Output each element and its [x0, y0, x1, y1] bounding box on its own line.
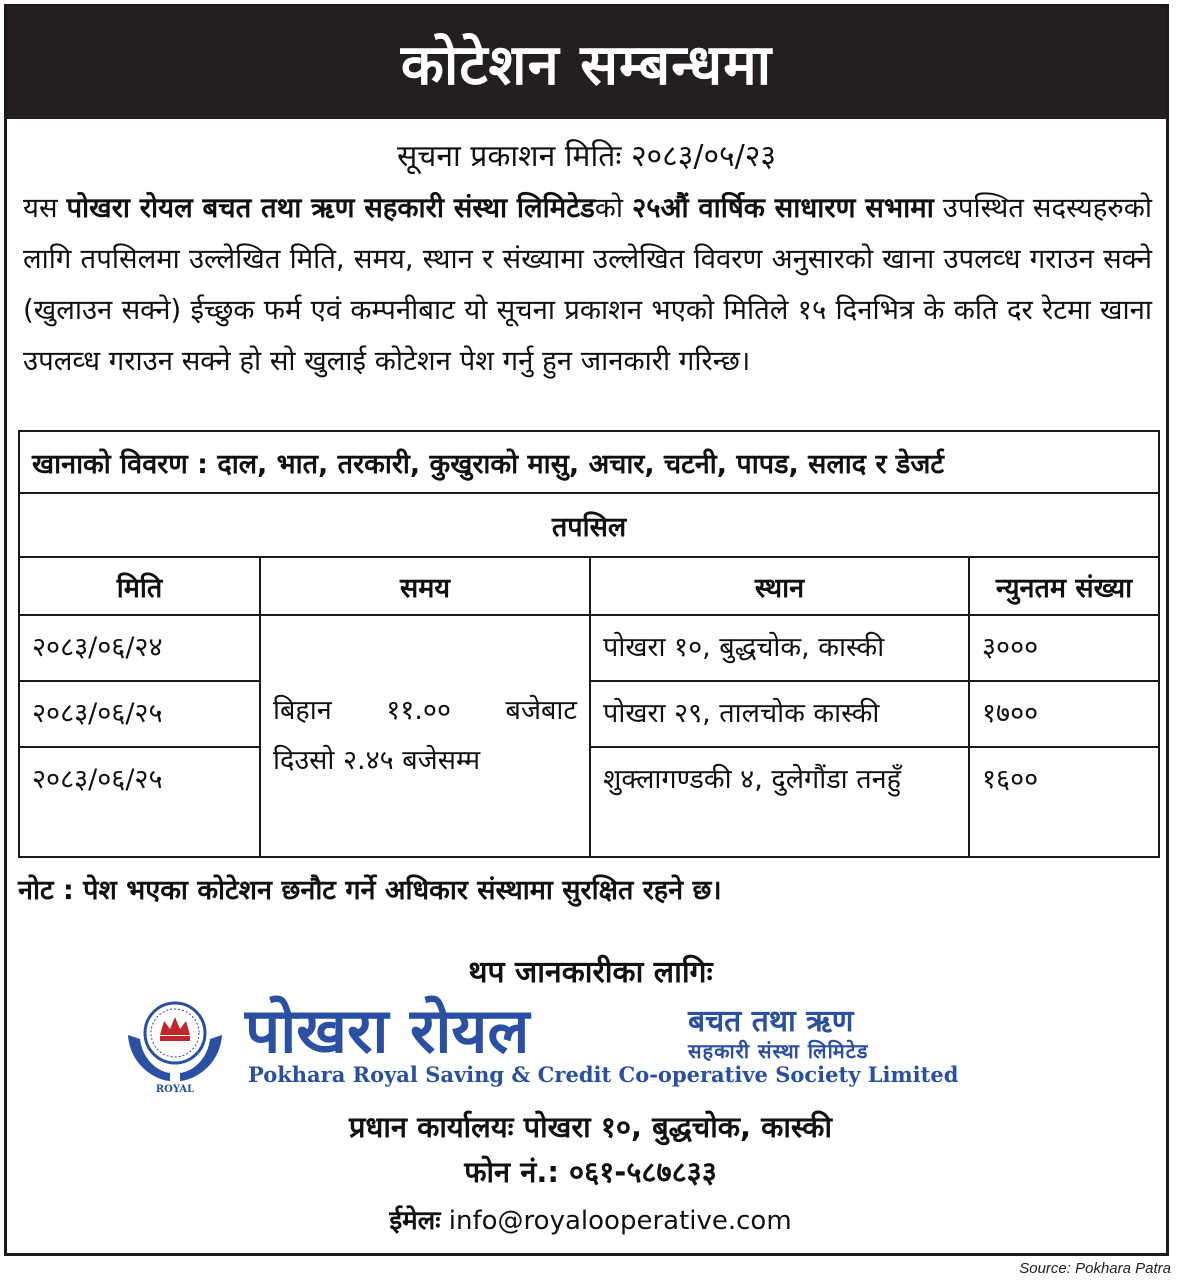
time-line-1: बिहान ११.०० बजेबाट [273, 695, 577, 726]
email-address[interactable]: info@royalooperative.com [448, 1206, 792, 1236]
col-header-count: न्युनतम संख्या [970, 558, 1158, 616]
col-header-place: स्थान [591, 558, 970, 616]
logo-sub-line-2: सहकारी संस्था लिमिटेड [688, 1039, 869, 1063]
notice-paragraph [23, 183, 1152, 387]
hands-crown-icon [120, 995, 230, 1095]
schedule-grid [20, 558, 1158, 856]
para-prefix: यस [23, 192, 67, 224]
row3-place: शुक्लागण्डकी ४, दुलेगौंडा तनहुँ [591, 748, 970, 856]
time-line-2: दिउसो २.४५ बजेसम्म [273, 745, 481, 776]
row2-date: २०८३/०६/२५ [20, 682, 261, 748]
row3-count: १६०० [982, 764, 1039, 795]
schedule-table [18, 430, 1160, 858]
email-label: ईमेलः [389, 1206, 441, 1236]
source-credit: Source: Pokhara Patra [1019, 1260, 1171, 1277]
more-info-heading: थप जानकारीका लागिः [468, 955, 713, 990]
emblem-text: ROYAL [155, 1084, 195, 1095]
notice-title: कोटेशन सम्बन्धमा [400, 33, 773, 98]
row1-place: पोखरा १०, बुद्धचोक, कास्की [591, 616, 970, 682]
col-header-time: समय [261, 558, 591, 616]
tapsil-title: तपसिल [20, 494, 1158, 558]
note-text: नोट : पेश भएका कोटेशन छनौट गर्ने अधिकार संस्थामा सुरक्षित रहने छ। [18, 875, 722, 906]
publication-date: सूचना प्रकाशन मितिः २०८३/०५/२३ [397, 139, 776, 174]
head-office: प्रधान कार्यालयः पोखरा १०, बुद्धचोक, कास्की [349, 1110, 832, 1144]
food-details: खानाको विवरण : दाल, भात, तरकारी, कुखुराको मासु, अचार, चटनी, पापड, सलाद र डेजर्ट [20, 432, 1158, 494]
notice-header [7, 7, 1166, 119]
row2-count: १७०० [970, 682, 1158, 748]
para-mid: को [594, 192, 632, 224]
agm-bold: २५औं वार्षिक साधारण सभामा [631, 192, 934, 224]
time-cell [261, 616, 591, 856]
col-header-date: मिति [20, 558, 261, 616]
row2-place: पोखरा २९, तालचोक कास्की [591, 682, 970, 748]
org-name-bold: पोखरा रोयल बचत तथा ऋण सहकारी संस्था लिमिटेड [66, 192, 595, 224]
row3-date: २०८३/०६/२५ [20, 748, 261, 856]
phone-number: फोन नं.: ०६१-५८७८३३ [464, 1155, 717, 1189]
para-rest: उपस्थित सदस्यहरुको लागि तपसिलमा उल्लेखित मिति, समय, स्थान र संख्यामा उल्लेखित विवरण अनुसारको खाना उपलव्ध गराउन सक्ने (खुलाउन सक्ने) ईच्छुक फर्म एवं कम्पनीबाट यो सूचना प्रकाशन भएको मितिले १५ दिनभित्र के कति दर रेटमा खाना उपलव्ध गराउन सक्ने हो सो खुलाई कोटेशन पेश गर्नु हुन जानकारी गरिन्छ। [23, 192, 1152, 377]
org-english-name: Pokhara Royal Saving & Credit Co-operative Society Limited [248, 1062, 959, 1087]
logo-main-text: पोखरा रोयल [245, 994, 530, 1067]
logo-sub-line-1: बचत तथा ऋण [688, 1004, 854, 1039]
row1-date: २०८३/०६/२४ [20, 616, 261, 682]
row1-count: ३००० [970, 616, 1158, 682]
email-line [0, 1201, 1181, 1237]
